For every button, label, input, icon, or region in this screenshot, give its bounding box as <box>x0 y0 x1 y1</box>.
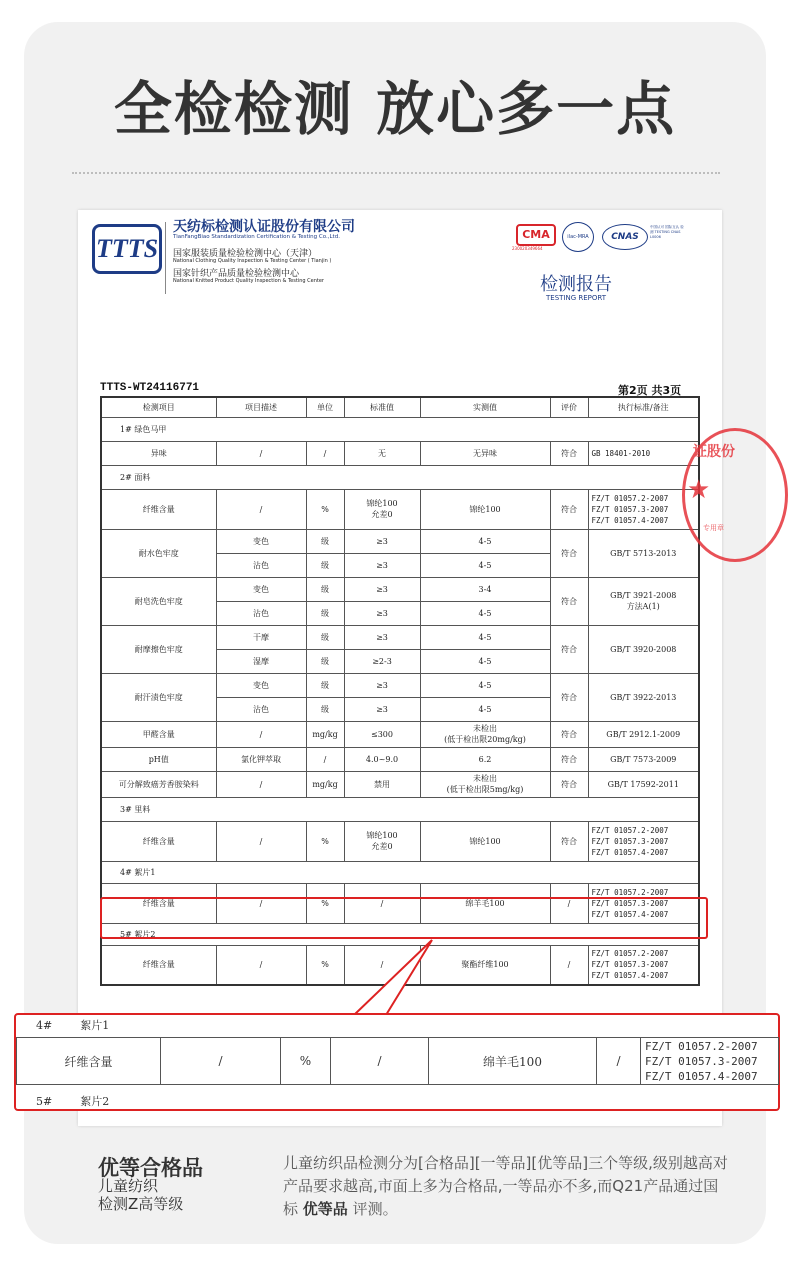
section-label: 1# 绿色马甲 <box>101 417 699 441</box>
table-cell: 4-5 <box>420 601 550 625</box>
cell-line: FZ/T 01057.2-2007 <box>591 825 669 835</box>
section-label: 5# 絮片2 <box>101 923 699 945</box>
zoom-section-5 <box>36 1093 109 1109</box>
table-cell: 符合 <box>550 721 588 747</box>
table-cell: 符合 <box>550 529 588 577</box>
zoom-table-row <box>17 1038 779 1085</box>
table-cell: 4-5 <box>420 625 550 649</box>
page-headline: 全检检测 放心多一点 <box>113 75 677 143</box>
company-name-en: TianFangBiao Standardization Certification & Testing Co.,Ltd. <box>173 234 340 240</box>
zoom-section-number: 5# <box>36 1095 53 1108</box>
table-cell: 级 <box>306 673 344 697</box>
table-cell: 锦纶100 <box>420 821 550 861</box>
grade-subtitle-1: 儿童纺织 <box>98 1177 159 1195</box>
table-cell: 级 <box>306 553 344 577</box>
cell-line: FZ/T 01057.3-2007 <box>591 960 669 970</box>
table-cell: / <box>216 771 306 797</box>
table-cell: 耐汗渍色牢度 <box>101 673 216 721</box>
table-cell: GB 18401-2010 <box>588 441 699 465</box>
table-cell: 4.0~9.0 <box>344 747 420 771</box>
zoom-section-number: 4# <box>36 1019 53 1032</box>
table-cell: 甲醛含量 <box>101 721 216 747</box>
table-cell: 级 <box>306 697 344 721</box>
section-label: 2# 面料 <box>101 465 699 489</box>
ttts-logo: TTTS <box>92 224 162 274</box>
cell-line: FZ/T 01057.2-2007 <box>591 887 669 897</box>
table-cell: 6.2 <box>420 747 550 771</box>
table-cell: GB/T 2912.1-2009 <box>588 721 699 747</box>
table-cell: / <box>306 747 344 771</box>
table-cell: / <box>550 883 588 923</box>
cell-line: GB/T 3921-2008 <box>610 591 677 600</box>
table-cell: / <box>216 441 306 465</box>
clothing-center-name-en: National Clothing Quality Inspection & Testing Center ( Tianjin ) <box>173 258 332 264</box>
company-name: 天纺标检测认证股份有限公司 <box>173 219 355 235</box>
table-cell: % <box>306 821 344 861</box>
cell-line: 锦纶100 <box>366 499 398 508</box>
table-cell: 变色 <box>216 673 306 697</box>
table-cell: GB/T 3922-2013 <box>588 673 699 721</box>
cell-line: FZ/T 01057.3-2007 <box>591 898 669 908</box>
table-cell: 耐摩擦色牢度 <box>101 625 216 673</box>
cell-line: FZ/T 01057.4-2007 <box>591 847 669 857</box>
cell-line: FZ/T 01057.3-2007 <box>591 504 669 514</box>
table-cell: / <box>216 945 306 985</box>
star-icon: ★ <box>687 475 711 505</box>
table-cell: / <box>344 945 420 985</box>
cell-line: FZ/T 01057.4-2007 <box>645 1069 758 1083</box>
table-cell: GB/T 5713-2013 <box>588 529 699 577</box>
table-cell: mg/kg <box>306 721 344 747</box>
header-cell: 标准值 <box>344 397 420 417</box>
table-cell: pH值 <box>101 747 216 771</box>
table-cell: ≥3 <box>344 553 420 577</box>
table-cell: ≥3 <box>344 601 420 625</box>
table-cell: 氯化钾萃取 <box>216 747 306 771</box>
table-cell: 可分解致癌芳香胺染料 <box>101 771 216 797</box>
grade-subtitle-2: 检测Z高等级 <box>98 1195 184 1213</box>
table-cell: / <box>306 441 344 465</box>
table-cell: / <box>216 489 306 529</box>
report-number: TTTS-WT24116771 <box>100 382 200 394</box>
cell-line: (低于检出限5mg/kg) <box>446 785 524 794</box>
zoom-cell: % <box>281 1038 331 1085</box>
description-text-end: 评测。 <box>347 1200 398 1218</box>
cell-line: FZ/T 01057.2-2007 <box>591 493 669 503</box>
table-cell: GB/T 3920-2008 <box>588 625 699 673</box>
table-cell: / <box>216 821 306 861</box>
description-text: 儿童纺织品检测分为[合格品][一等品][优等品]三个等级,级别越高对产品要求越高,市面上多为合格品,一等品亦不多,而Q21产品通过国标 <box>283 1154 728 1218</box>
table-cell: 4-5 <box>420 649 550 673</box>
cnas-caption: 中国认可 国际互认 检测 TESTING CNAS L0006 <box>650 225 684 239</box>
table-cell: 变色 <box>216 577 306 601</box>
table-cell: 干摩 <box>216 625 306 649</box>
table-cell: ≥3 <box>344 697 420 721</box>
table-cell: 沾色 <box>216 697 306 721</box>
zoom-section-4 <box>36 1017 109 1033</box>
header-cell: 检测项目 <box>101 397 216 417</box>
cell-line: (低于检出限20mg/kg) <box>444 735 526 744</box>
table-cell: 锦纶100 <box>420 489 550 529</box>
table-cell: 符合 <box>550 577 588 625</box>
table-cell: 级 <box>306 625 344 649</box>
zoom-cell: 纤维含量 <box>17 1038 161 1085</box>
table-cell: 纤维含量 <box>101 945 216 985</box>
page-number: 第2页 共3页 <box>618 384 682 397</box>
callout-pointer-line <box>354 940 432 1015</box>
cell-line: 允差0 <box>371 510 393 519</box>
grade-title: 优等合格品 <box>98 1156 203 1180</box>
cell-line: 未检出 <box>473 774 497 783</box>
description-highlight: 优等品 <box>302 1200 348 1218</box>
table-cell: 无异味 <box>420 441 550 465</box>
table-cell: 符合 <box>550 625 588 673</box>
table-cell: 湿摩 <box>216 649 306 673</box>
table-cell: / <box>344 883 420 923</box>
cell-line: FZ/T 01057.3-2007 <box>591 836 669 846</box>
table-cell: 4-5 <box>420 673 550 697</box>
table-cell: ≥3 <box>344 673 420 697</box>
clothing-center-name: 国家服装质量检验检测中心（天津） <box>173 249 318 259</box>
table-cell: 无 <box>344 441 420 465</box>
table-cell: % <box>306 945 344 985</box>
table-cell: 耐皂洗色牢度 <box>101 577 216 625</box>
header-cell: 实测值 <box>420 397 550 417</box>
table-cell: ≤300 <box>344 721 420 747</box>
table-cell: 耐水色牢度 <box>101 529 216 577</box>
knitted-center-name-en: National Knitted Product Quality Inspection & Testing Center <box>173 278 324 284</box>
report-title-en: TESTING REPORT <box>546 294 607 302</box>
table-cell: 级 <box>306 649 344 673</box>
table-cell: GB/T 7573-2009 <box>588 747 699 771</box>
zoom-cell: 绵羊毛100 <box>429 1038 597 1085</box>
cell-line: 锦纶100 <box>366 831 398 840</box>
table-cell: 级 <box>306 577 344 601</box>
table-cell: / <box>216 721 306 747</box>
cell-line: 允差0 <box>371 842 393 851</box>
cell-line: FZ/T 01057.4-2007 <box>591 909 669 919</box>
table-cell: 绵羊毛100 <box>420 883 550 923</box>
cell-line: FZ/T 01057.4-2007 <box>591 515 669 525</box>
table-cell: 4-5 <box>420 697 550 721</box>
table-cell: ≥3 <box>344 529 420 553</box>
section-label: 3# 里料 <box>101 797 699 821</box>
table-cell: / <box>216 883 306 923</box>
table-cell: 纤维含量 <box>101 821 216 861</box>
cell-line: FZ/T 01057.3-2007 <box>645 1054 758 1068</box>
table-cell: 沾色 <box>216 553 306 577</box>
cma-logo: CMA <box>516 224 556 246</box>
table-cell: 符合 <box>550 673 588 721</box>
table-cell: 级 <box>306 601 344 625</box>
table-cell: 符合 <box>550 821 588 861</box>
stamp-subtext: 专用章 <box>703 524 724 532</box>
zoom-section-name: 絮片1 <box>80 1019 110 1032</box>
zoom-table <box>16 1037 779 1085</box>
report-title: 检测报告 <box>540 274 612 295</box>
table-cell: ≥3 <box>344 625 420 649</box>
table-cell: 纤维含量 <box>101 489 216 529</box>
table-cell: % <box>306 883 344 923</box>
stamp-text: 证股份 <box>693 444 735 460</box>
table-cell: % <box>306 489 344 529</box>
table-cell: 符合 <box>550 489 588 529</box>
cma-number: 230020349664 <box>512 246 543 251</box>
table-cell: 4-5 <box>420 529 550 553</box>
knitted-center-name: 国家针织产品质量检验检测中心 <box>173 269 300 279</box>
header-cell: 评价 <box>550 397 588 417</box>
zoom-section-name: 絮片2 <box>80 1095 110 1108</box>
cell-line: 未检出 <box>473 724 497 733</box>
table-cell: GB/T 17592-2011 <box>588 771 699 797</box>
table-cell: 沾色 <box>216 601 306 625</box>
table-cell: 符合 <box>550 441 588 465</box>
table-cell: 纤维含量 <box>101 883 216 923</box>
grade-description <box>283 1152 733 1221</box>
cell-line: FZ/T 01057.4-2007 <box>591 971 669 981</box>
header-cell: 执行标准/备注 <box>588 397 699 417</box>
table-cell: 变色 <box>216 529 306 553</box>
table-cell: ≥2-3 <box>344 649 420 673</box>
cell-line: FZ/T 01057.2-2007 <box>645 1039 758 1053</box>
zoom-cell <box>641 1038 779 1085</box>
table-cell: 异味 <box>101 441 216 465</box>
table-cell: 符合 <box>550 747 588 771</box>
table-cell: 聚酯纤维100 <box>420 945 550 985</box>
zoomed-detail-panel <box>14 1013 780 1111</box>
table-cell: 4-5 <box>420 553 550 577</box>
table-cell: / <box>550 945 588 985</box>
zoom-cell: / <box>597 1038 641 1085</box>
table-cell: mg/kg <box>306 771 344 797</box>
table-cell: 3-4 <box>420 577 550 601</box>
table-cell: 级 <box>306 529 344 553</box>
header-cell: 单位 <box>306 397 344 417</box>
header-cell: 项目描述 <box>216 397 306 417</box>
zoom-cell: / <box>161 1038 281 1085</box>
cnas-logo: CNAS <box>602 224 648 250</box>
ilac-mra-logo: ilac-MRA <box>562 222 594 252</box>
cell-line: 方法A(1) <box>626 602 660 611</box>
section-label: 4# 絮片1 <box>101 861 699 883</box>
table-cell: 禁用 <box>344 771 420 797</box>
zoom-cell: / <box>331 1038 429 1085</box>
table-cell: 符合 <box>550 771 588 797</box>
cell-line: FZ/T 01057.2-2007 <box>591 949 669 959</box>
table-cell: ≥3 <box>344 577 420 601</box>
